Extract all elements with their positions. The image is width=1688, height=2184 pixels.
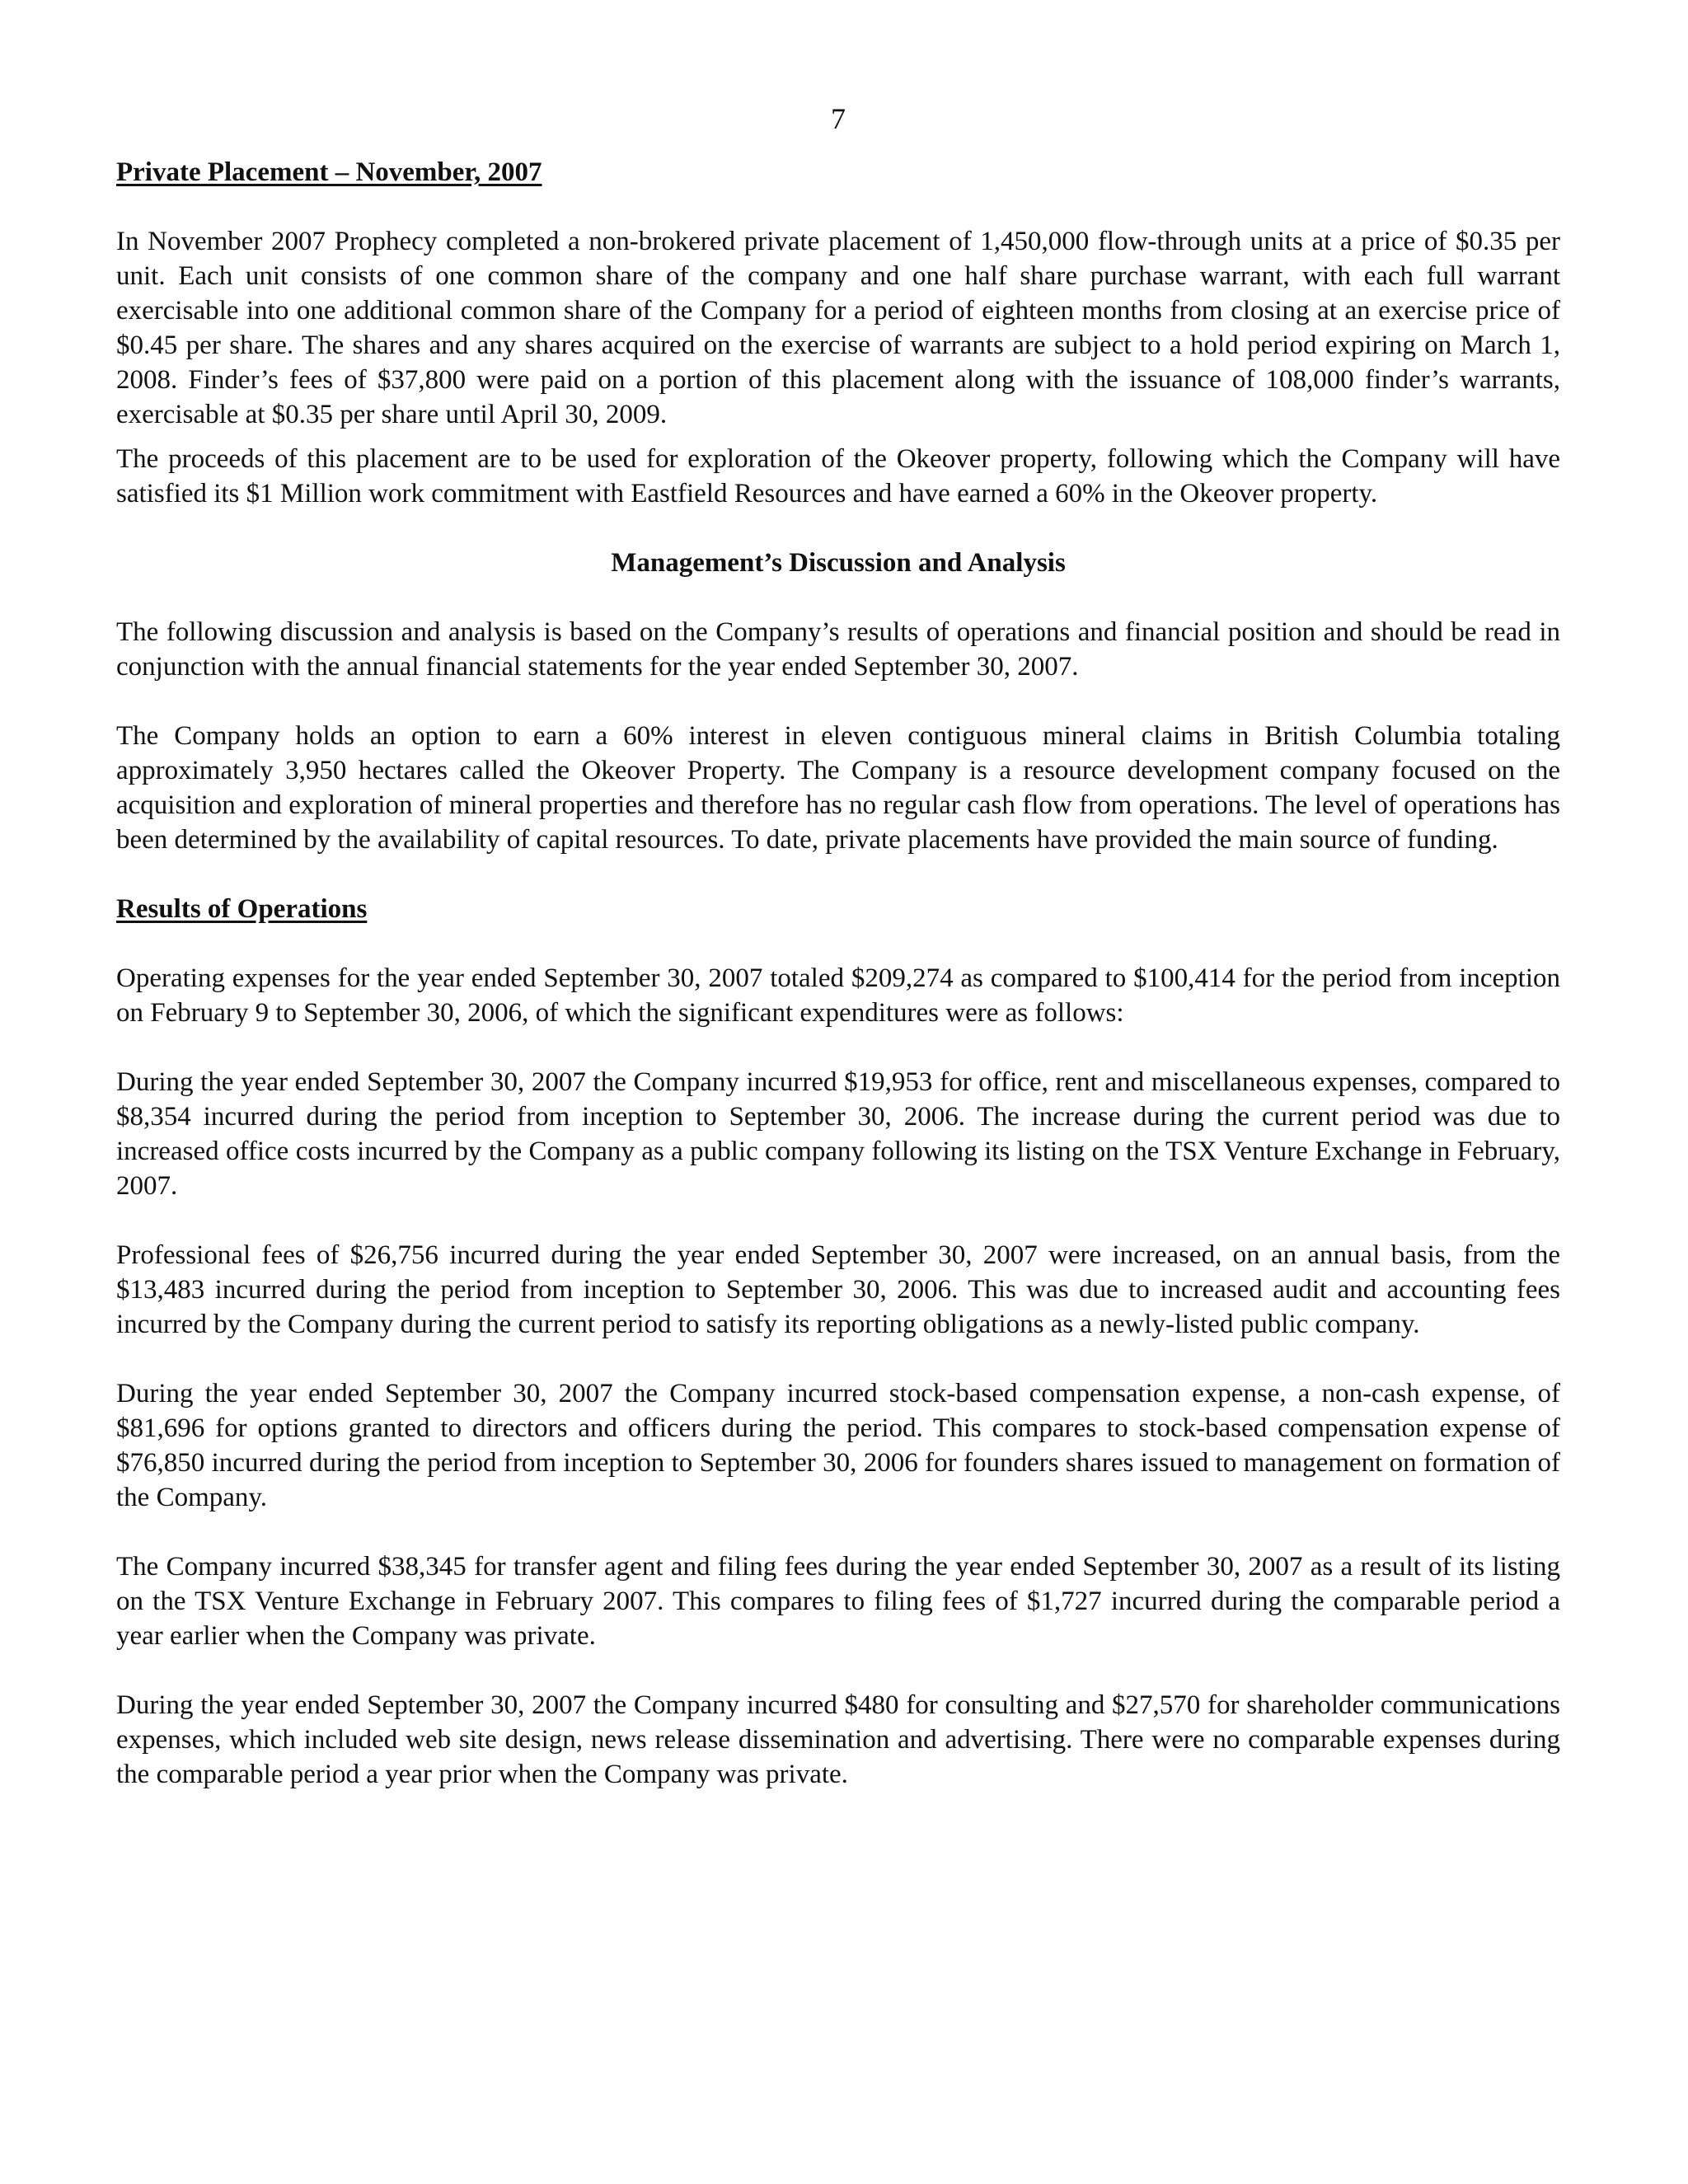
- page-content: [116, 155, 1560, 1792]
- results-paragraph-6: During the year ended September 30, 2007 the Company incurred $480 for consulting and $27,570 for shareholder communications expenses, which included web site design, news release dissemination and advertising. There were no comparable expenses during the comparable period a year prior when the Company was private.: [116, 1690, 1560, 1789]
- mda-paragraph-2: The Company holds an option to earn a 60% interest in eleven contiguous mineral claims in British Columbia totaling approximately 3,950 hectares called the Okeover Property. The Company is a resource development company focused on the acquisition and exploration of mineral properties and therefore has no regular cash flow from operations. The level of operations has been determined by the availability of capital resources. To date, private placements have provided the main source of funding.: [116, 721, 1560, 855]
- page-number: 7: [831, 102, 846, 135]
- mda-heading: Management’s Discussion and Analysis: [611, 548, 1066, 578]
- results-paragraph-5: The Company incurred $38,345 for transfer agent and filing fees during the year ended September 30, 2007 as a result of its listing on the TSX Venture Exchange in February 2007. This compares to filing fees of $1,727 incurred during the comparable period a year earlier when the Company was private.: [116, 1552, 1560, 1651]
- private-placement-paragraph-1: In November 2007 Prophecy completed a non-brokered private placement of 1,450,000 flow-through units at a price of $0.35 per unit. Each unit consists of one common share of the company and one half share purchase warrant, with each full warrant exercisable into one additional common share of the Company for a period of eighteen months from closing at an exercise price of $0.45 per share. The shares and any shares acquired on the exercise of warrants are subject to a hold period expiring on March 1, 2008. Finder’s fees of $37,800 were paid on a portion of this placement along with the issuance of 108,000 finder’s warrants, exercisable at $0.35 per share until April 30, 2009.: [116, 227, 1560, 429]
- private-placement-paragraph-2: The proceeds of this placement are to be used for exploration of the Okeover property, following which the Company will have satisfied its $1 Million work commitment with Eastfield Resources and have earned a 60% in the Okeover property.: [116, 444, 1560, 509]
- results-paragraph-1: Operating expenses for the year ended September 30, 2007 totaled $209,274 as compared to $100,414 for the period from inception on February 9 to September 30, 2006, of which the significant expenditures were as follows:: [116, 963, 1560, 1028]
- results-paragraph-3: Professional fees of $26,756 incurred during the year ended September 30, 2007 were increased, on an annual basis, from the $13,483 incurred during the period from inception to September 30, 2006. This was due to increased audit and accounting fees incurred by the Company during the current period to satisfy its reporting obligations as a newly-listed public company.: [116, 1240, 1560, 1339]
- private-placement-heading: Private Placement – November, 2007: [116, 157, 542, 187]
- results-heading: Results of Operations: [116, 894, 368, 924]
- results-paragraph-2: During the year ended September 30, 2007 the Company incurred $19,953 for office, rent and miscellaneous expenses, compared to $8,354 incurred during the period from inception to September 30, 2006. The increase during the current period was due to increased office costs incurred by the Company as a public company following its listing on the TSX Venture Exchange in February, 2007.: [116, 1067, 1560, 1201]
- mda-paragraph-1: The following discussion and analysis is based on the Company’s results of operations and financial position and should be read in conjunction with the annual financial statements for the year ended September 30, 2007.: [116, 617, 1560, 682]
- results-paragraph-4: During the year ended September 30, 2007 the Company incurred stock-based compensation expense, a non-cash expense, of $81,696 for options granted to directors and officers during the period. This compares to stock-based compensation expense of $76,850 incurred during the period from inception to September 30, 2006 for founders shares issued to management on formation of the Company.: [116, 1379, 1560, 1512]
